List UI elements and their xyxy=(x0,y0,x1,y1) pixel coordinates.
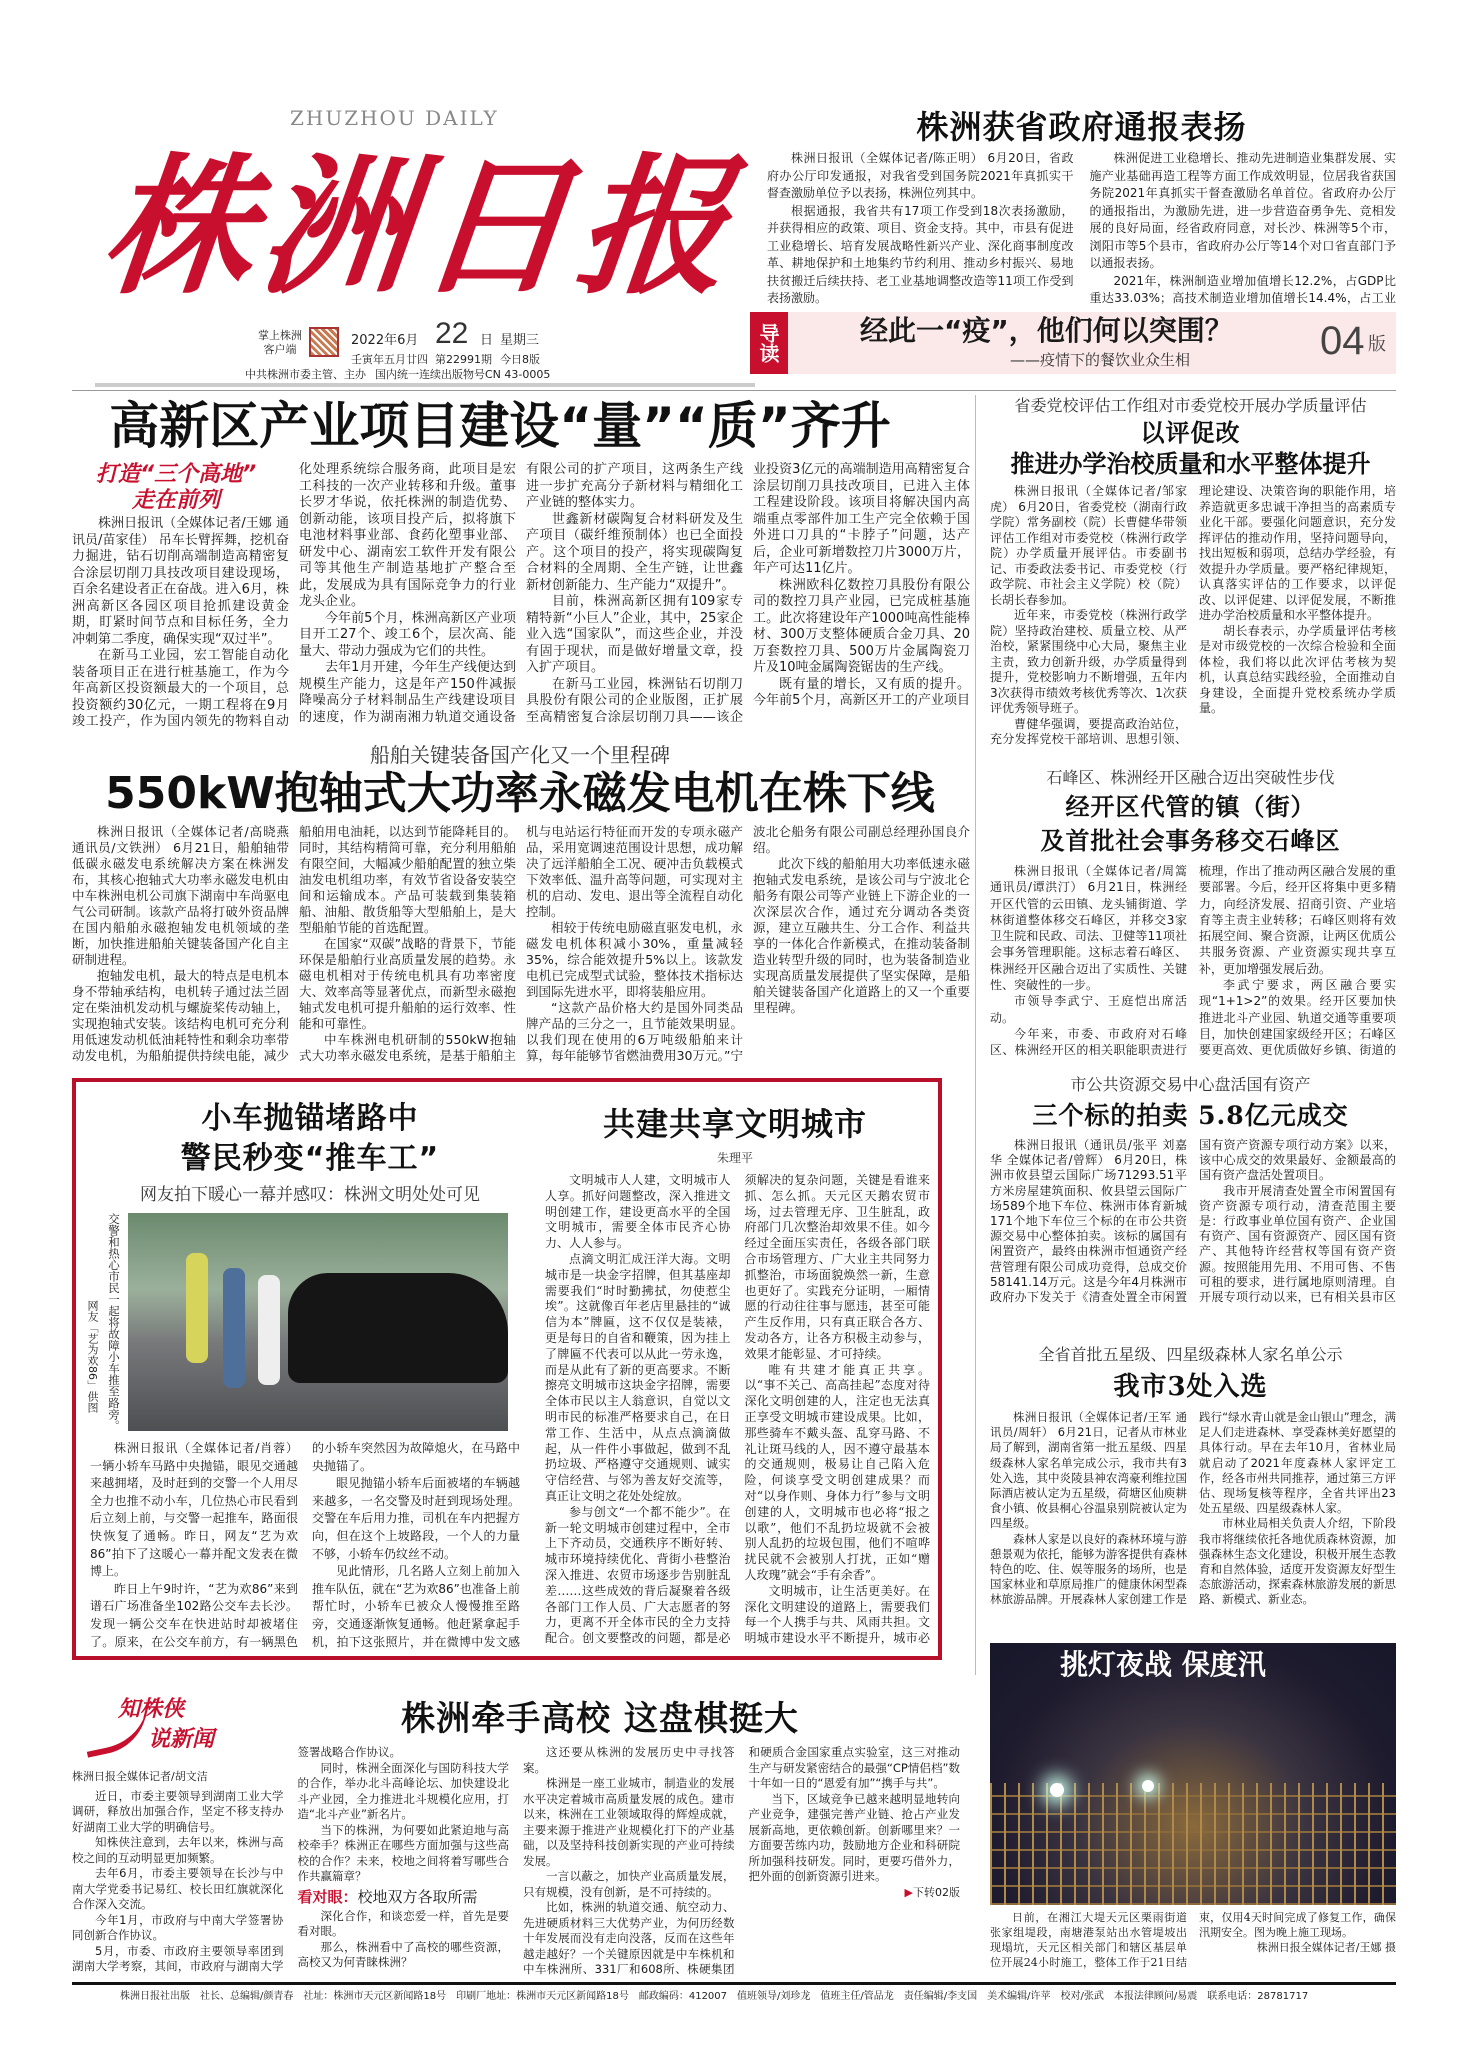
paragraph: 同时，株洲全面深化与国防科技大学的合作，举办北斗高峰论坛、加快建设北斗产业园，全力推进北斗规模化应用，打造“北斗产业”新名片。 xyxy=(297,1760,509,1821)
paragraph: 日前，在湘江大堤天元区栗雨街道张家组堤段，南塘港泵站出水管堤坡出现塌坑，天元区相关部门和辖区基层单位开展24小时施工，整体工作于21日结束，仅用4天时间完成了修复工作，确保汛期安全。图为晚上施工现场。 xyxy=(990,1911,1396,1969)
date-day: 22 xyxy=(435,317,469,350)
floodlight xyxy=(1142,1780,1154,1792)
paragraph: 株洲欧科亿数控刀具股份有限公司的数控刀具产业园，已完成桩基施工。此次将建设年产1000吨高性能棒材、300万支整体硬质合金刀具、20万套数控刀具、500万片金属陶瓷刀片及10吨金属陶瓷锯齿的生产线。 xyxy=(753,577,970,675)
lead-body xyxy=(767,150,1396,310)
paragraph: 点滴文明汇成汪洋大海。文明城市是一块金字招牌，但其基座却需要我们“时时勤拂拭，勿使惹尘埃”。这就像百年老店里悬挂的“诚信为本”牌匾，这不仅仅是装裱，更是每日的自省和鞭策，因为挂上了牌匾不代表可以从此一劳永逸，而是从此有了新的更高要求。不断擦亮文明城市这块金字招牌，需要全体市民以主人翁意识，自觉以文明市民的标准严格要求自己，在日常工作、生活中，从点点滴滴做起，从一件件小事做起，做到不乱扔垃圾、严格遵守交通规则、诚实守信经营、与邻为善友好交流等，真正让文明之花处处绽放。 xyxy=(545,1251,731,1503)
paragraph: 去年6月，市委主要领导在长沙与中南大学党委书记易红、校长田红旗就深化合作深入交流。 xyxy=(72,1866,284,1911)
badge-line: 知株侠 xyxy=(118,1697,185,1722)
shifeng-headline-1[interactable]: 经开区代管的镇（街） xyxy=(1065,793,1316,821)
paragraph: 当下，区域竞争已越来越明显地转向产业竞争，建强完善产业链、抢占产业发展新高地，更依赖创新。创新哪里来？一方面要苦练内功，鼓励地方企业和科研院所加强科技研发。同时，更要巧借外力，把外面的创新资源引进来。 xyxy=(748,1791,960,1883)
paragraph: 既有量的增长，又有质的提升。今年前5个月，高新区开工的产业项目 xyxy=(753,676,970,708)
issue-number: 第22991期 xyxy=(435,353,492,366)
masthead-rule xyxy=(95,383,755,387)
flood-photo-title: 挑灯夜战 保度汛 xyxy=(1060,1648,1266,1681)
photo-credit: 网友「艺为欢86」供图 xyxy=(86,1300,99,1413)
lead-headline[interactable]: 株洲获省政府通报表扬 xyxy=(916,108,1247,146)
divider xyxy=(72,390,1396,391)
univ-headline[interactable]: 株洲牵手高校 这盘棋挺大 xyxy=(401,1699,799,1739)
paragraph: 株洲日报讯（通讯员/张平 刘嘉华 全媒体记者/曾辉） 6月20日，株洲市攸县望云国际广场71293.51平方米房屋建筑面积、攸县望云国际广场589个地下车位、株洲市体育新城171个地下车位三个标的在市公共资源交易中心整体拍卖。该标的属国有闲置资产，最终由株洲市恒通资产经营管理有限公司成功竞得，总成交价58141.14万元。这是今年4月株洲市政府办下发关于《清查处置全市闲置国有资产资源专项行动方案》以来，该中心成交的效果最好、金额最高的国有资产盘活处置项目。 xyxy=(990,1138,1396,1305)
auction-kicker: 市公共资源交易中心盘活国有资产 xyxy=(1070,1075,1311,1094)
date-day-suffix: 日 xyxy=(480,333,494,348)
paragraph: 世鑫新材碳陶复合材料研发及生产项目（碳纤维预制体）也已全面投产。这个项目的投产，将实现碳陶复合材料的全周期、全生产链，让世鑫新材创新能力、生产能力“双提升”。 xyxy=(526,511,743,593)
floodlight xyxy=(1050,1783,1064,1797)
flood-photo[interactable] xyxy=(990,1643,1396,1905)
paragraph: 株洲日报讯（全媒体记者/周篙 通讯员/谭洪汀） 6月21日，株洲经开区代管的云田镇、龙头铺街道、学林街道整体移交石峰区，并移交3家卫生院和民政、司法、卫健等11项社会事务管理职能。这标志着石峰区、株洲经开区融合迈出了实质性、关键性、突破性的一步。 xyxy=(990,864,1187,993)
paragraph: 胡长春表示，办学质量评估考核是对市级党校的一次综合检验和全面体检，我们将以此次评估考核为契机，认真总结实践经验，全面推动自身建设，全面提升党校系统办学质量。 xyxy=(1199,623,1396,715)
footer-editor: 责任编辑/李支国 xyxy=(903,1991,978,2002)
forest-headline[interactable]: 我市3处入选 xyxy=(1113,1372,1268,1402)
footer-rule xyxy=(72,1982,1396,1985)
paragraph: 参与创文“一个都不能少”。在新一轮文明城市创建过程中，全市上下齐动员，交通秩序不断好转、城市环境持续优化、背街小巷整治深入推进、农贸市场逐步告别脏乱差……这些成效的背后凝聚着各级各部门工作人员、广大志愿者的努力，更离不开全体市民的全力支持配合。创文要整改的问题，都是必须解决的复杂问题，关键是看谁来抓、怎么抓。天元区天鹅农贸市场，过去管理无序、卫生脏乱，政府部门几次整治却效果不佳。如今经过全面压实责任，各级各部门联合市场管理方、广大业主共同努力抓整治，市场面貌焕然一新，生意也更好了。实践充分证明，一厢情愿的行动往往事与愿违，甚至可能产生反作用，只有真正联合各方、发动各方，让各方积极主动参与，效果才能彰显、才可持续。 xyxy=(545,1173,930,1646)
paragraph: 去年1月开建，今年生产线便达到规模生产能力，这是年产150件减振降噪高分子材料制品生产线建设项目的速度，作为湖南湘力轨道交通设备有限公司的扩产项目，这两条生产线进一步扩充高分子新材料与精细化工产业链的整体实力。 xyxy=(299,462,743,725)
footer-lawyer: 本报法律顾问/易震 xyxy=(1113,1991,1198,2002)
footer-proof: 校对/张武 xyxy=(1060,1991,1104,2002)
citizen-figure xyxy=(258,1275,280,1385)
car-subtitle: 网友拍下暖心一幕并感叹：株洲文明处处可见 xyxy=(140,1185,480,1205)
motor-body xyxy=(72,824,970,1072)
column-divider xyxy=(975,395,976,1675)
publication-number: 国内统一连续出版物号CN 43-0005 xyxy=(375,368,551,381)
masthead-dateline xyxy=(255,317,755,369)
paragraph: 近日，市委主要领导到湖南工业大学调研，释放出加强合作，坚定不移支持办好湖南工业大学的明确信号。 xyxy=(72,1788,284,1834)
page-count: 今日8版 xyxy=(500,353,540,366)
weekday: 星期三 xyxy=(500,333,540,348)
car-shape xyxy=(288,1273,508,1383)
paragraph: 在国家“双碳”战略的背景下，节能环保是船舶行业高质量发展的趋势。永磁电机相对于传统电机具有功率密度大、效率高等显著优点，而新型永磁抱轴式发电机可提升船舶的运行效率、性能和可靠性。 xyxy=(299,936,516,1031)
paragraph: 唯有共建才能真正共享。以“事不关己、高高挂起”态度对待深化文明创建的人，注定也无法真正享受文明城市建设成果。比如，那些骑车不戴头盔、乱穿马路、不礼让斑马线的人，因不遵守最基本的交通规则，极易让自己陷入危险，何谈享受文明创建成果？而对“以身作则、身体力行”参与文明创建的人，文明城市也必将“报之以歌”，他们不乱扔垃圾就不会被别人乱扔的垃圾包围，他们不喧哗扰民就不会被别人打扰，正如“赠人玫瑰”就会“手有余香”。 xyxy=(744,1362,930,1582)
paragraph: 株洲日报讯（全媒体记者/肖蓉） 一辆小轿车马路中央抛锚，眼见交通越来越拥堵，及时赶到的交警一个人用尽全力也推不动小车，几位热心市民看到后立刻上前，与交警一起推车，路面很快恢复了通畅。昨日，网友“艺为欢86”拍下了这暖心一幕并配文发表在微博上。 xyxy=(90,1441,298,1579)
masthead-english: ZHUZHOU DAILY xyxy=(290,106,499,130)
paragraph: 此次下线的船舶用大功率低速永磁抱轴式发电系统，是该公司与宁波北仑船务有限公司等产业链上下游企业的一次深层次合作，通过充分调动各类资源，建立互融共生、分工合作、利益共享的一体化合作新模式，在推动装备制造业转型升级的同时，也为装备制造业实现高质量发展提供了坚实保障，是船舶关键装备国产化道路上的又一个重要里程碑。 xyxy=(753,856,970,1015)
paragraph: 株洲日报讯（全媒体记者/高晓燕 通讯员/文铁洲） 6月21日，船舶轴带低碳永磁发电系统解决方案在株洲发布，其核心抱轴式大功率永磁发电机由中车株洲电机公司旗下湖南中车尚驱电气公司研制。该款产品将打破外资品牌在国内船舶永磁抱轴发电机领域的垄断，加快推进船舶关键装备国产化自主研制进程。 xyxy=(72,824,289,967)
footer-postcode: 邮政编码：412007 xyxy=(638,1991,728,2002)
paragraph: 株洲日报讯（全媒体记者/王军 通讯员/周轩） 6月21日，记者从市林业局了解到，湖南省第一批五星级、四星级森林人家名单完成公示，我市共有3处入选，其中炎陵县神农湾豪利维拉国际酒店被认定为五星级，荷塘区仙庾耕食小镇、攸县桐心谷温泉别院被认定为四星级。 xyxy=(990,1410,1187,1531)
motor-headline[interactable]: 550kW抱轴式大功率永磁发电机在株下线 xyxy=(105,768,935,819)
footer-phone: 联系电话：28781717 xyxy=(1207,1991,1309,2002)
gxq-body xyxy=(72,462,970,738)
paragraph: 株洲日报讯（全媒体记者/邹家虎） 6月20日，省委党校（湖南行政学院）常务副校（院）长曹健华带领评估工作组对市委党校（株洲行政学院）办学质量开展评估。市委副书记、市委政法委书记、市委党校（行政学院、市社会主义学院）校（院）长胡长春参加。 xyxy=(990,484,1187,607)
paragraph: 这还要从株洲的发展历史中寻找答案。 xyxy=(523,1745,735,1775)
forest-body xyxy=(990,1410,1396,1615)
paragraph: 今年前5个月，株洲高新区产业项目开工27个、竣工6个，层次高、能量大、带动力强成为它们的共性。 xyxy=(299,610,516,659)
paragraph: 根据通报，我省共有17项工作受到18次表扬激励，并获得相应的政策、项目、资金支持。其中，市县有促进工业稳增长、培育发展战略性新兴产业、深化商事制度改革、耕地保护和土地集约节约利用、推动乡村振兴、易地扶贫搬迁后续扶持、老工业基地调整改造等11项工作受到表扬激励。 xyxy=(767,203,1074,305)
univ-byline: 株洲日报全媒体记者/胡文洁 xyxy=(72,1770,208,1783)
qr-code-icon[interactable] xyxy=(309,327,339,357)
paragraph: 相较于传统电励磁直驱发电机，永磁发电机体积减小30%，重量减轻35%，综合能效提升5%以上。该款发电机已完成型式试验，整体技术指标达到国际先进水平，即将装船应用。 xyxy=(526,920,743,999)
guide-subtitle: ——疫情下的餐饮业众生相 xyxy=(1010,351,1191,369)
guide-page-suffix: 版 xyxy=(1368,334,1386,355)
paragraph: 市领导李武宁、王庭恺出席活动。 xyxy=(990,994,1187,1025)
paragraph: 当下的株洲，为何要如此紧迫地与高校牵手？株洲正在哪些方面加强与这些高校的合作？未来，校地之间将着写哪些合作共赢篇章？ xyxy=(297,1822,509,1883)
paragraph: 5月，市委、市政府主要领导率团到湖南大学考察，其间，市政府与湖南大学签署战略合作协议。 xyxy=(72,1745,401,1973)
continue-label: 下转02版 xyxy=(913,1885,960,1899)
arrow-right-icon: ▶ xyxy=(904,1885,913,1899)
paragraph: “这款产品价格大约是国外同类品牌产品的三分之一，且节能效果明显。以我们现在使用的6万吨级船舶来计算，每年能够节省燃油费用30万元。”宁波北仑船务有限公司副总经理孙国良介绍。 xyxy=(526,824,970,1063)
badge-line: 说新闻 xyxy=(148,1727,215,1752)
footer-publisher: 株洲日报社出版 xyxy=(120,1991,190,2002)
guide-page: 04 xyxy=(1320,319,1365,363)
continue-link[interactable] xyxy=(749,1885,961,1901)
paragraph: 目前，株洲高新区拥有109家专精特新“小巨人”企业，其中，25家企业入选“国家队”，而这些企业，并没有固于现状，而是做好增量文章，投入扩产项目。 xyxy=(526,594,743,675)
paragraph: 株洲日报讯（全媒体记者/陈正明） 6月20日，省政府办公厅印发通报，对我省受到国务院2021年真抓实干督查激励单位予以表扬，株洲位列其中。 xyxy=(767,151,1074,200)
app-label-2: 客户端 xyxy=(263,343,297,356)
paragraph: 市林业局相关负责人介绍，下阶段我市将继续依托各地优质森林资源，加强森林生态文化建设，积极开展生态教育和自然体验，适度开发资源友好型生态旅游活动，探索森林旅游发展的新思路、新模式、新业态。 xyxy=(1199,1516,1396,1607)
paragraph: 今年来，市委、市政府对石峰区、株洲经开区的相关职能职责进行梳理，作出了推动两区融合发展的重要部署。今后，经开区将集中更多精力，向经济发展、招商引资、产业培育等主责主业转移；石峰区则将有效拓展空间、聚合资源，让两区优质公共服务资源、产业资源实现共享互补，更加增强发展后劲。 xyxy=(990,864,1396,1058)
paragraph: 抱轴发电机，最大的特点是电机本身不带轴承结构，电机转子通过法兰固定在柴油机发动机与螺旋桨传动轴上，实现抱轴式安装。该结构电机可充分利用低速发动机低油耗特性和剩余功率带动发电机，为船舶提供持续电能，减少船舶用电油耗，以达到节能降耗目的。同时，其结构精简可靠，充分利用船舶有限空间，大幅减少船舶配置的独立柴油发电机组功率，有效节省设备安装空间和运输成本。产品可装载到集装箱船、油船、散货船等大型船舶上，是大型船舶节能的首选配置。 xyxy=(72,824,516,1063)
school-headline-1[interactable]: 以评促改 xyxy=(1140,419,1241,447)
motor-kicker: 船舶关键装备国产化又一个里程碑 xyxy=(370,743,670,767)
paragraph: 李武宁要求，两区融合要实现“1+1>2”的效果。经开区要加快推进北斗产业园、轨道交通等重要项目，加快创建国家级经开区；石峰区要更高效、更优质做好乡镇、街道的 xyxy=(1199,978,1396,1058)
car-body xyxy=(90,1440,520,1652)
app-label: 掌上株洲 xyxy=(258,329,302,342)
footer-imprint xyxy=(120,1990,1380,2003)
section-title: 校地双方各取所需 xyxy=(357,1887,478,1906)
paragraph: 株洲日报讯（全媒体记者/王娜 通讯员/苗家佳） 吊车长臂挥舞，挖机奋力掘进，钻石切削高端制造高精密复合涂层切削刀具技改项目建设现场，百余名建设者正在奋战。进入6月，株洲高新区各园区项目抢抓建设黄金期，盯紧时间节点和目标任务，全力冲刺第二季度，确保实现“双过半”。 xyxy=(72,516,289,647)
paragraph: 见此情形，几名路人立刻上前加入推车队伍，就在“艺为欢86”也准备上前帮忙时，小轿车已被众人慢慢推至路旁，交通逐渐恢复通畅。他赶紧拿起手机，拍下这张照片，并在微博中发文感 xyxy=(312,1564,520,1649)
footer-print: 印刷厂地址：株洲市天元区新闻路18号 xyxy=(456,1991,629,2002)
shifeng-kicker: 石峰区、株洲经开区融合迈出突破性步伐 xyxy=(1046,768,1335,787)
paragraph: 那么，株洲看中了高校的哪些资源，高校又为何青睐株洲？ xyxy=(297,1939,509,1969)
univ-section-head xyxy=(298,1887,510,1907)
civil-headline[interactable]: 共建共享文明城市 xyxy=(602,1105,867,1143)
paragraph: 中车株洲电机研制的550kW抱轴式大功率永磁发电系统，是基于船舶主机与电站运行特征而开发的专项永磁产品，采用宽调速范围设计思想，成功解决了远洋船舶全工况、硬冲击负载模式下效率低、温升高等问题，可实现对主机的启动、发电、退出等全流程自动化控制。 xyxy=(299,824,743,1063)
car-headline-2[interactable]: 警民秒变“推车工” xyxy=(180,1141,440,1176)
paragraph: 2021年，株洲制造业增加值增长12.2%，占GDP比重达33.03%；高技术制造业增加值增长14.4%，占工业 xyxy=(1089,273,1396,305)
paragraph: 一言以蔽之，加快产业高质量发展，只有规模，没有创新，是不可持续的。 xyxy=(523,1869,735,1899)
univ-body xyxy=(72,1745,960,1978)
paragraph: 深化合作，和谈恋爱一样，首先是要看对眼。 xyxy=(297,1908,509,1938)
paragraph: 曹健华强调，要提高政治站位，充分发挥党校干部培训、思想引领、理论建设、决策咨询的职能作用，培养造就更多忠诚干净担当的高素质专业化干部。要强化问题意识，充分发挥评估的推动作用，坚持问题导向，找出短板和弱项，总结办学经验，有效提升办学质量。要严格纪律规矩，认真落实评估的工作要求，以评促改、以评促建、以评促发展，不断推进办学治校质量和水平整体提升。 xyxy=(990,484,1396,746)
shifeng-body xyxy=(990,863,1396,1059)
date-prefix: 2022年6月 xyxy=(351,333,419,348)
footer-art: 美术编辑/许苹 xyxy=(987,1991,1051,2002)
shifeng-headline-2[interactable]: 及首批社会事务移交石峰区 xyxy=(1040,827,1341,855)
paragraph: 比如，株洲的轨道交通、航空动力、先进硬质材料三大优势产业，为何历经数十年发展而没有走向没落，反而在这些年越走越好？一个关键原因就是中车株机和中车株洲所、331厂和608所、株硬集团和硬质合金国家重点实验室，这三对推动生产与研发紧密结合的最强“CP情侣档”数十年如一日的“恩爱有加”“携手与共”。 xyxy=(523,1745,960,1976)
civil-author: 朱理平 xyxy=(716,1151,753,1165)
masthead-logo: 株洲日报 xyxy=(94,139,746,315)
paragraph: 眼见抛锚小轿车后面被堵的车辆越来越多，一名交警及时赶到现场处理。交警在车后用力推，司机在车内把握方向，但在这个上坡路段，一个人的力量不够，小轿车仍纹丝不动。 xyxy=(312,1476,520,1561)
auction-headline[interactable]: 三个标的拍卖 5.8亿元成交 xyxy=(1032,1101,1349,1130)
gxq-headline[interactable]: 高新区产业项目建设“量”“质”齐升 xyxy=(109,397,891,455)
footer-address: 社址：株洲市天元区新闻路18号 xyxy=(303,1991,447,2002)
footer-chief: 社长、总编辑/颜青春 xyxy=(200,1991,294,2002)
sponsor: 中共株洲市委主管、主办 xyxy=(245,368,366,381)
scaffold-shape xyxy=(990,1783,1396,1905)
flood-caption xyxy=(990,1910,1396,1980)
paragraph: 株洲促进工业稳增长、推动先进制造业集群发展、实施产业基础再造工程等方面工作成效明显，位居我省获国务院2021年真抓实干督查激励名单首位。省政府办公厅的通报指出，为激励先进，进一步营造奋勇争先、竞相发展的良好局面，经省政府同意，对长沙、株洲等5个市，浏阳市等5个县市，省政府办公厅等14个对口省直部门予以通报表扬。 xyxy=(1089,151,1396,270)
school-kicker: 省委党校评估工作组对市委党校开展办学质量评估 xyxy=(1014,396,1367,415)
paragraph: 在新马工业园，宏工智能自动化装备项目正在进行桩基施工，作为今年高新区投资额最大的一个项目，总投资额约30亿元，一期工程将在9月竣工投产，作为国内领先的物料自动化处理系统综合服务商，此项目是宏工科技的一次产业转移和升级。董事长罗才华说，依托株洲的制造优势、创新动能，该项目投产后，拟将旗下电池材料事业部、食药化塑事业部、研发中心、湖南宏工软件开发有限公司等其他生产制造基地扩产整合至此，发展成为具有国际竞争力的行业龙头企业。 xyxy=(72,462,516,729)
guide-title: 经此一“疫”，他们何以突围？ xyxy=(860,314,1233,347)
car-headline-1[interactable]: 小车抛锚堵路中 xyxy=(201,1101,419,1136)
auction-body xyxy=(990,1138,1396,1318)
paragraph: 文明城市，让生活更美好。在深化文明建设的道路上，需要我们每一个人携手与共、风雨共担。文明城市建设水平不断提升，城市必 xyxy=(744,1583,930,1646)
section-label: 看对眼： xyxy=(297,1887,358,1906)
forest-kicker: 全省首批五星级、四星级森林人家名单公示 xyxy=(1038,1345,1343,1364)
school-headline-2[interactable]: 推进办学治校质量和水平整体提升 xyxy=(1010,450,1371,478)
paragraph: 知株侠注意到，去年以来，株洲与高校之间的互动明显更加频繁。 xyxy=(72,1835,284,1865)
footer-leader: 值班领导/刘珍龙 xyxy=(737,1991,811,2002)
paragraph: 我市开展清查处置全市闲置国有资产资源专项行动，清查范围主要是：行政事业单位国有资产、企业国有资产、国有资源资产、园区国有资产、其他特许经营权等国有资产资源。按照能用先用、不用可售、不售可租的要求，进行属地原则清理。自开展专项行动以来，已有相关县市区 xyxy=(1199,1183,1396,1305)
paragraph: 文明城市人人建，文明城市人人享。抓好问题整改，深入推进文明创建工作，建设更高水平的全国文明城市，需要全体市民齐心协力、人人参与。 xyxy=(545,1173,731,1251)
paragraph: 今年1月，市政府与中南大学签署协同创新合作协议。 xyxy=(72,1912,284,1942)
photo-caption: 交警和热心市民一起将故障小车推至路旁。 xyxy=(107,1213,121,1432)
school-body xyxy=(990,484,1396,762)
footer-director: 值班主任/管品龙 xyxy=(820,1991,894,2002)
guide-tag: 导读 xyxy=(750,312,788,374)
citizen-figure xyxy=(223,1268,245,1388)
paragraph: 在新马工业园，株洲钻石切削刀具股份有限公司的企业版图，正扩展至高精密复合涂层切削刀具——该企业投资3亿元的高端制造用高精密复合涂层切削刀具技改项目，已进入主体工程建设阶段。该项目将解决国内高端重点零部件加工生产完全依赖于国外进口刀具的“卡脖子”问题，达产后，企业可新增数控刀片3000万片，年产可达11亿片。 xyxy=(526,462,970,725)
paragraph: 昨日上午9时许，“艺为欢86”来到谱石广场准备坐102路公交车去长沙。发现一辆公交车在快进站时却被堵住了。原来，在公交车前方，有一辆黑色的小轿车突然因为故障熄火，在马路中央抛锚了。 xyxy=(90,1441,520,1649)
badge-line: 走在前列 xyxy=(131,488,220,513)
paragraph: 株洲是一座工业城市，制造业的发展水平决定着城市高质量发展的成色。建市以来，株洲在工业领域取得的辉煌成就，主要来源于推进产业规模化打下的产业基础，以及坚持科技创新实现的产业可持续发展。 xyxy=(523,1776,735,1868)
lunar-date: 壬寅年五月廿四 xyxy=(351,353,428,366)
guide-box[interactable] xyxy=(750,312,1396,374)
badge-line: 打造“三个高地” xyxy=(95,462,257,487)
police-figure xyxy=(186,1253,208,1363)
flood-credit: 株洲日报全媒体记者/王娜 摄 xyxy=(1256,1941,1396,1954)
paragraph: 森林人家是以良好的森林环境与游憩景观为依托，能够为游客提供有森林特色的吃、住、娱等服务的场所，也是国家林业和草原局推广的健康休闲型森林旅游品牌。开展森林人家创建工作是践行“绿水青山就是金山银山”理念，满足人们走进森林、享受森林美好愿望的具体行动。早在去年10月，省林业局就启动了2021年度森林人家评定工作，经各市州共同推荐，通过第三方评估、现场复核等程序，全省共评出23处五星级、四星级森林人家。 xyxy=(990,1410,1396,1607)
civil-body xyxy=(545,1173,930,1653)
paragraph: 近年来，市委党校（株洲行政学院）坚持政治建校、质量立校、从严治校，紧紧围绕中心大局，聚焦主业主责，致力创新升级，办学质量得到提升，党校影响力不断增强，五年内3次获得市绩效考核优秀等次、1次获评优秀领导班子。 xyxy=(990,608,1187,715)
car-photo[interactable] xyxy=(128,1213,508,1431)
